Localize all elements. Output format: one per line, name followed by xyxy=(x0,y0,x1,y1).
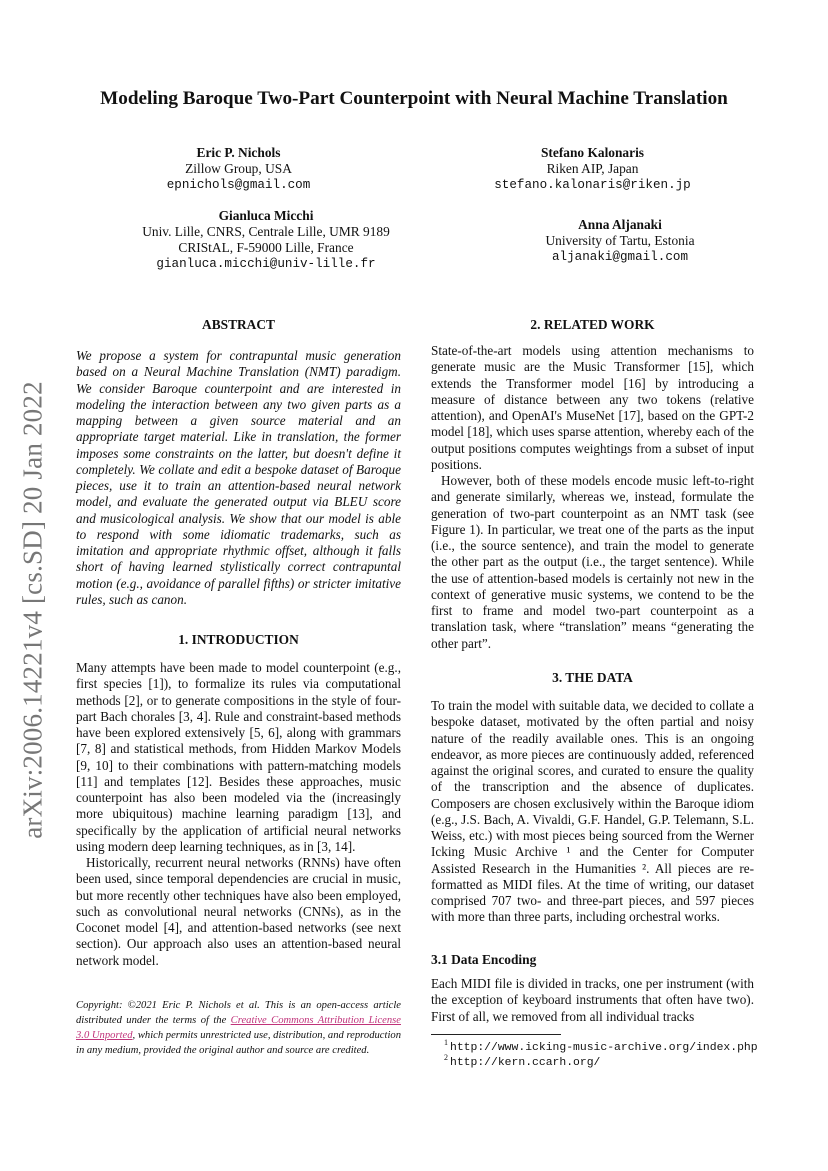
subsection-heading: 3.1 Data Encoding xyxy=(431,952,537,967)
copyright-text: , which permits unrestricted use, distribution, and reproduction in any medium, provided the original author and source are credited. xyxy=(76,1030,401,1056)
author-block xyxy=(470,217,770,265)
paragraph: Many attempts have been made to model counterpoint (e.g., first species [1]), to formalize its rules via computational methods [2], or to generate compositions in the style of four-part Bach chorales [3, 4]. Rule and constraint-based methods have been explored extensively [5, 6], along with grammars [7, 8] and statistical methods, from Hidden Markov Models [9, 10] to their combinations with pattern-matching models [11] and templates [12]. Besides these approaches, music counterpoint has also been modeled via the (increasingly more ubiquitous) machine learning paradigm [13], and specifically by the application of artificial neural networks using modern deep learning techniques, as in [3, 14]. xyxy=(76,660,401,854)
author-block xyxy=(76,208,456,272)
paper-title: Modeling Baroque Two-Part Counterpoint with Neural Machine Translation xyxy=(100,88,728,109)
author-email[interactable]: stefano.kalonaris@riken.jp xyxy=(494,178,691,192)
section-heading: 2. RELATED WORK xyxy=(530,317,655,332)
author-affiliation: Univ. Lille, CNRS, Centrale Lille, UMR 9189 xyxy=(142,224,390,239)
author-affiliation: University of Tartu, Estonia xyxy=(545,233,695,248)
related-work-section xyxy=(431,317,754,652)
footnote-mark: 1 xyxy=(444,1038,448,1047)
abstract-section xyxy=(76,317,401,608)
copyright-text: Copyright: ©2021 Eric P. Nichols et al. This is an open-access article distributed under the terms of the xyxy=(76,1000,401,1026)
paragraph: However, both of these models encode music left-to-right and generate similarly, whereas we, instead, formulate the generation of two-part counterpoint as an NMT task (see Figure 1). In particular, we treat one of the parts as the input (i.e., the source sentence), and train the model to generate the other part as the output (i.e., the target sentence). While the use of attention-based models is certainly not new in the context of generative music systems, we contend to be the first to frame and model two-part counterpoint as a translation task, where “translation” means “generating the other part”. xyxy=(431,473,754,651)
paragraph: To train the model with suitable data, we decided to collate a bespoke dataset, motivated by the often partial and noisy nature of the readily available ones. This is an ongoing endeavor, as more pieces are continuously added, referenced against the original scores, and curated to ensure the quality of the transcription and the absence of duplicates. Composers are chosen exclusively within the Baroque idiom (e.g., J.S. Bach, A. Vivaldi, G.F. Handel, G.P. Telemann, S.L. Weiss, etc.) with most pieces being sourced from the Werner Icking Music Archive ¹ and the Center for Computer Assisted Research in the Humanities ². All pieces are re-formatted as MIDI files. At the time of writing, our dataset comprised 707 two- and three-part pieces, and 597 pieces with more than three parts, including orchestral works. xyxy=(431,698,754,925)
author-affiliation: Zillow Group, USA xyxy=(185,161,292,176)
author-name: Eric P. Nichols xyxy=(196,145,281,160)
paragraph: Historically, recurrent neural networks (RNNs) have often been used, since temporal dependencies are crucial in music, but more recently other techniques have also been employed, such as convolutional neural networks (CNNs), as in the Coconet model [4], and attention-based networks (see next section). Our approach also uses an attention-based neural network model. xyxy=(76,855,401,968)
abstract-text: We propose a system for contrapuntal music generation based on a Neural Machine Translation (NMT) paradigm. We consider Baroque counterpoint and are interested in modeling the interaction between any two given parts as a mapping between a given source material and an appropriate target material. Like in translation, the former imposes some constraints on the latter, but doesn't define it completely. We collate and edit a bespoke dataset of Baroque pieces, use it to train an attention-based neural network model, and evaluate the generated output via BLEU score and musicological analysis. We show that our model is able to respond with some idiomatic trademarks, such as imitation and appropriate rhythmic offset, although it falls short of having learned stylistically correct contrapuntal motion (e.g., avoidance of parallel fifths) or stricter imitative rules, such as canon. xyxy=(76,348,401,607)
section-heading: 3. THE DATA xyxy=(552,670,633,685)
section-heading: ABSTRACT xyxy=(202,317,275,332)
author-block xyxy=(431,145,754,193)
author-name: Anna Aljanaki xyxy=(578,217,662,232)
author-name: Stefano Kalonaris xyxy=(540,145,645,160)
copyright-notice xyxy=(76,998,401,1058)
section-heading: 1. INTRODUCTION xyxy=(178,632,299,647)
author-email[interactable]: aljanaki@gmail.com xyxy=(551,250,689,264)
author-affiliation: Riken AIP, Japan xyxy=(546,161,639,176)
introduction-section xyxy=(76,632,401,969)
footnote-url[interactable]: http://kern.ccarh.org/ xyxy=(450,1056,601,1069)
license-link[interactable]: Creative Commons Attribution License 3.0 Unported xyxy=(76,1015,401,1041)
footnote xyxy=(444,1053,600,1069)
footnote-rule xyxy=(431,1034,561,1035)
author-email[interactable]: epnichols@gmail.com xyxy=(166,178,311,192)
footnote-url[interactable]: http://www.icking-music-archive.org/index.php xyxy=(450,1041,758,1054)
footnote xyxy=(444,1038,758,1054)
author-affiliation: CRIStAL, F-59000 Lille, France xyxy=(178,240,354,255)
author-name: Gianluca Micchi xyxy=(218,208,314,223)
data-encoding-section xyxy=(431,952,754,1025)
footnote-mark: 2 xyxy=(444,1053,448,1062)
paragraph: State-of-the-art models using attention mechanisms to generate music are the Music Transformer [15], which extends the Transformer model [16] by introducing a measure of distance between any two tokens (relative attention), and OpenAI's MuseNet [17], based on the GPT-2 model [18], which uses sparse attention, whereby each of the output positions computes weightings from a subset of input positions. xyxy=(431,343,754,472)
author-email[interactable]: gianluca.micchi@univ-lille.fr xyxy=(156,257,376,271)
author-block xyxy=(76,145,401,193)
paragraph: Each MIDI file is divided in tracks, one per instrument (with the exception of keyboard instruments that often have two). First of all, we removed from all individual tracks xyxy=(431,976,754,1024)
data-section xyxy=(431,670,754,926)
arxiv-side-label: arXiv:2006.14221v4 [cs.SD] 20 Jan 2022 xyxy=(17,380,48,839)
